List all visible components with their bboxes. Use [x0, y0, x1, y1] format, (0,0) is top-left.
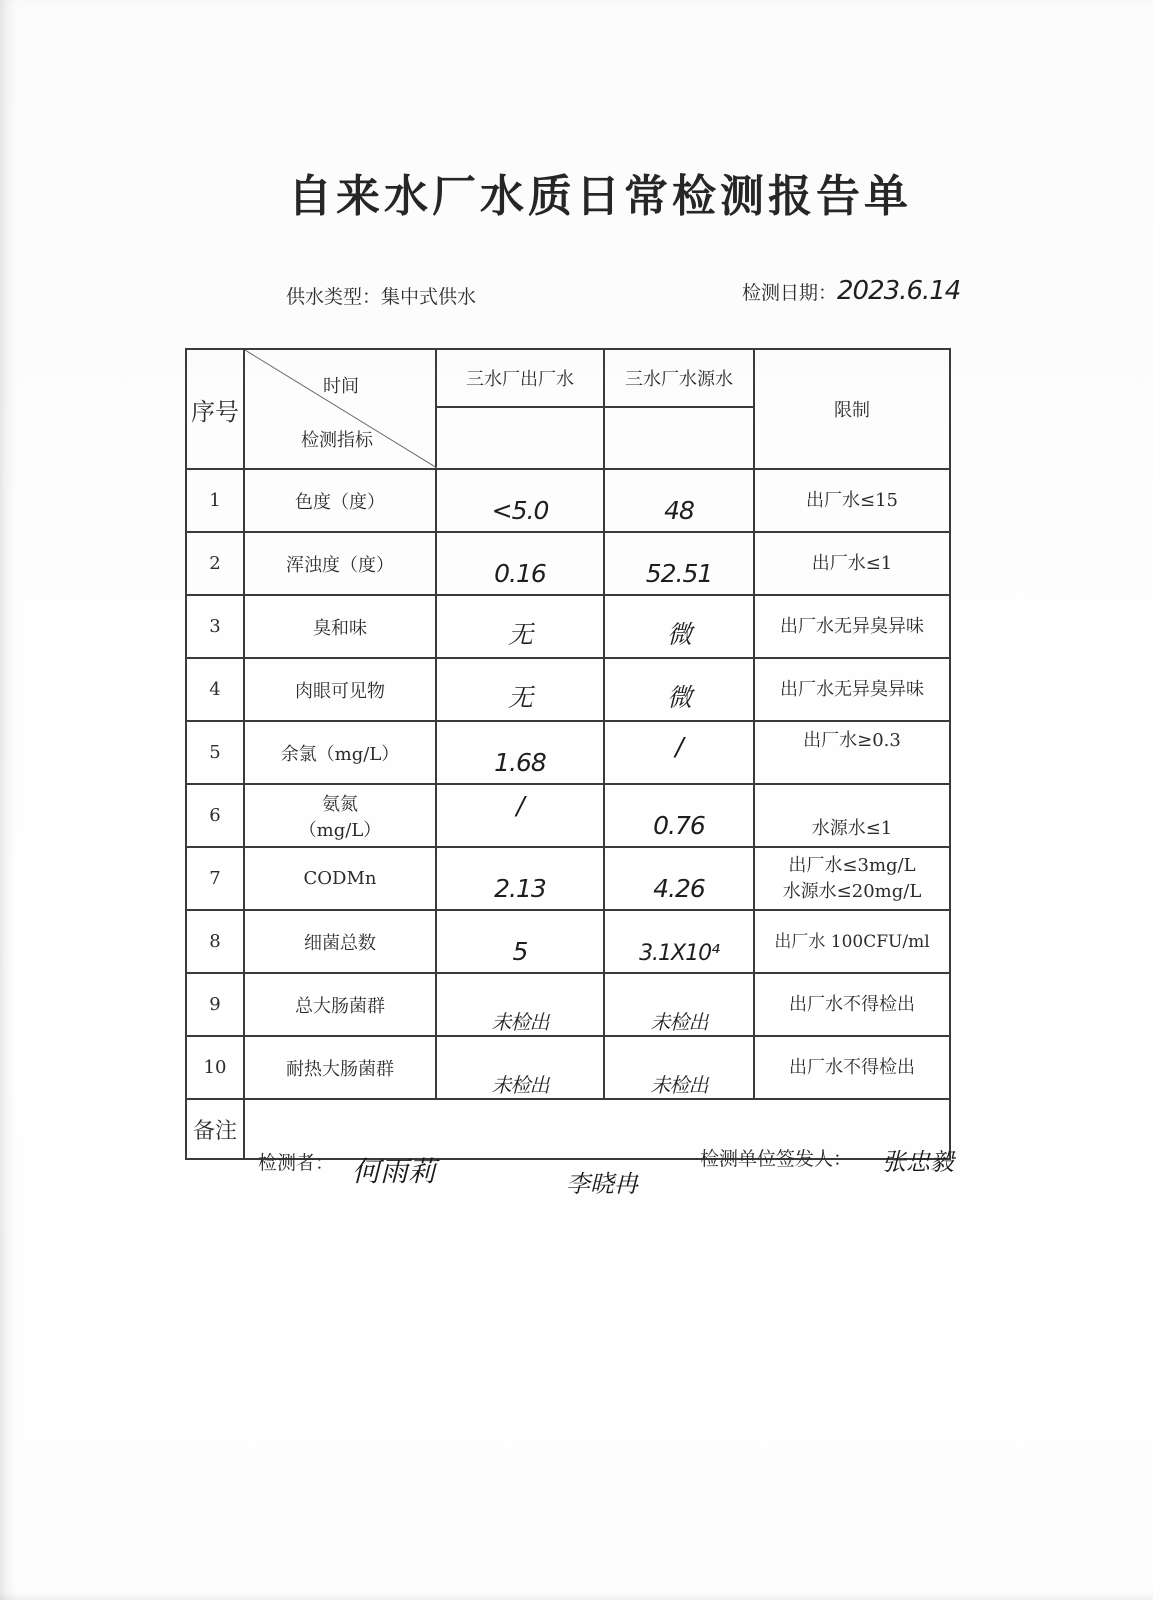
table-row — [186, 784, 950, 847]
row-indicator: 浑浊度（度） — [244, 532, 436, 595]
report-title: 自来水厂水质日常检测报告单 — [288, 171, 912, 222]
row-no: 5 — [186, 721, 244, 784]
header-indicator: 检测指标 — [301, 430, 373, 451]
row-indicator: 肉眼可见物 — [244, 658, 436, 721]
row-limit: 出厂水不得检出 — [754, 973, 950, 1036]
row-no: 10 — [186, 1036, 244, 1099]
handwritten-value: 未检出 — [491, 1073, 549, 1097]
results-table — [185, 348, 951, 1160]
row-no: 7 — [186, 847, 244, 910]
handwritten-value: 3.1X10⁴ — [639, 941, 719, 966]
row-value-outlet — [436, 658, 604, 721]
table-row — [186, 847, 950, 910]
row-value-outlet — [436, 595, 604, 658]
handwritten-value: 2.13 — [494, 874, 546, 903]
handwritten-value: 未检出 — [491, 1010, 549, 1034]
row-indicator: 耐热大肠菌群 — [244, 1036, 436, 1099]
inspection-date — [742, 276, 960, 306]
row-value-outlet — [436, 910, 604, 973]
handwritten-value: 无 — [507, 620, 532, 649]
handwritten-value: 无 — [507, 683, 532, 712]
row-no: 6 — [186, 784, 244, 847]
row-value-source — [604, 532, 754, 595]
header-blank-b — [604, 407, 754, 469]
header-plant-source: 三水厂水源水 — [604, 349, 754, 407]
issuer-signature: 张忠毅 — [882, 1148, 954, 1176]
row-no: 1 — [186, 469, 244, 532]
handwritten-value: 52.51 — [645, 559, 713, 588]
row-limit: 出厂水≥0.3 — [754, 721, 950, 784]
row-indicator: 色度（度） — [244, 469, 436, 532]
handwritten-value: 1.68 — [494, 748, 546, 777]
handwritten-value: 微 — [666, 620, 691, 649]
handwritten-value: / — [516, 791, 524, 820]
row-no: 4 — [186, 658, 244, 721]
handwritten-value: 未检出 — [650, 1010, 708, 1034]
handwritten-value: 5 — [512, 937, 528, 966]
table-row — [186, 658, 950, 721]
issuer-label: 检测单位签发人： — [700, 1148, 853, 1170]
row-limit: 出厂水≤15 — [754, 469, 950, 532]
table-row — [186, 532, 950, 595]
tester-signature-2: 李晓冉 — [566, 1170, 638, 1198]
table-row — [186, 1036, 950, 1099]
row-value-source — [604, 910, 754, 973]
row-value-source — [604, 658, 754, 721]
tester-signature-1: 何雨莉 — [352, 1155, 437, 1188]
handwritten-value: 0.16 — [494, 559, 546, 588]
table-row — [186, 721, 950, 784]
row-limit: 出厂水 100CFU/ml — [754, 910, 950, 973]
table-row — [186, 910, 950, 973]
row-indicator: 细菌总数 — [244, 910, 436, 973]
row-indicator: CODMn — [244, 847, 436, 910]
table-row — [186, 469, 950, 532]
row-value-source — [604, 784, 754, 847]
header-diagonal — [244, 349, 436, 469]
row-limit — [754, 847, 950, 910]
indicator-line-2: （mg/L） — [298, 819, 382, 841]
row-value-outlet — [436, 973, 604, 1036]
header-limit: 限制 — [754, 349, 950, 469]
row-value-source — [604, 973, 754, 1036]
limit-line-1: 出厂水≤3mg/L — [788, 854, 916, 876]
handwritten-value: <5.0 — [491, 496, 549, 525]
row-limit: 出厂水≤1 — [754, 532, 950, 595]
row-limit: 出厂水无异臭异味 — [754, 658, 950, 721]
row-value-outlet — [436, 721, 604, 784]
row-no: 8 — [186, 910, 244, 973]
row-value-outlet — [436, 1036, 604, 1099]
row-value-source — [604, 595, 754, 658]
row-limit: 出厂水不得检出 — [754, 1036, 950, 1099]
date-value: 2023.6.14 — [837, 276, 961, 306]
table-row — [186, 595, 950, 658]
row-value-outlet — [436, 784, 604, 847]
header-plant-outlet: 三水厂出厂水 — [436, 349, 604, 407]
handwritten-value: 微 — [666, 683, 691, 712]
row-indicator: 余氯（mg/L） — [244, 721, 436, 784]
row-no: 9 — [186, 973, 244, 1036]
row-indicator: 臭和味 — [244, 595, 436, 658]
header-blank-a — [436, 407, 604, 469]
row-indicator — [244, 784, 436, 847]
row-value-source — [604, 847, 754, 910]
row-indicator: 总大肠菌群 — [244, 973, 436, 1036]
handwritten-value: / — [675, 732, 683, 761]
limit-line-2: 水源水≤20mg/L — [782, 880, 922, 902]
supply-type: 供水类型：集中式供水 — [286, 286, 477, 308]
row-value-source — [604, 721, 754, 784]
header-no: 序号 — [186, 349, 244, 469]
handwritten-value: 0.76 — [653, 811, 705, 840]
row-no: 3 — [186, 595, 244, 658]
row-limit: 出厂水无异臭异味 — [754, 595, 950, 658]
date-label: 检测日期： — [742, 282, 838, 304]
row-value-outlet — [436, 532, 604, 595]
indicator-line-1: 氨氮 — [322, 793, 358, 815]
row-limit: 水源水≤1 — [754, 784, 950, 847]
handwritten-value: 4.26 — [653, 874, 705, 903]
handwritten-value: 未检出 — [650, 1073, 708, 1097]
row-value-source — [604, 469, 754, 532]
row-value-outlet — [436, 847, 604, 910]
row-value-outlet — [436, 469, 604, 532]
remark-label: 备注 — [186, 1099, 244, 1159]
row-value-source — [604, 1036, 754, 1099]
handwritten-value: 48 — [664, 496, 694, 525]
row-no: 2 — [186, 532, 244, 595]
table-row — [186, 973, 950, 1036]
tester-label: 检测者： — [258, 1152, 335, 1174]
header-time: 时间 — [323, 376, 359, 397]
